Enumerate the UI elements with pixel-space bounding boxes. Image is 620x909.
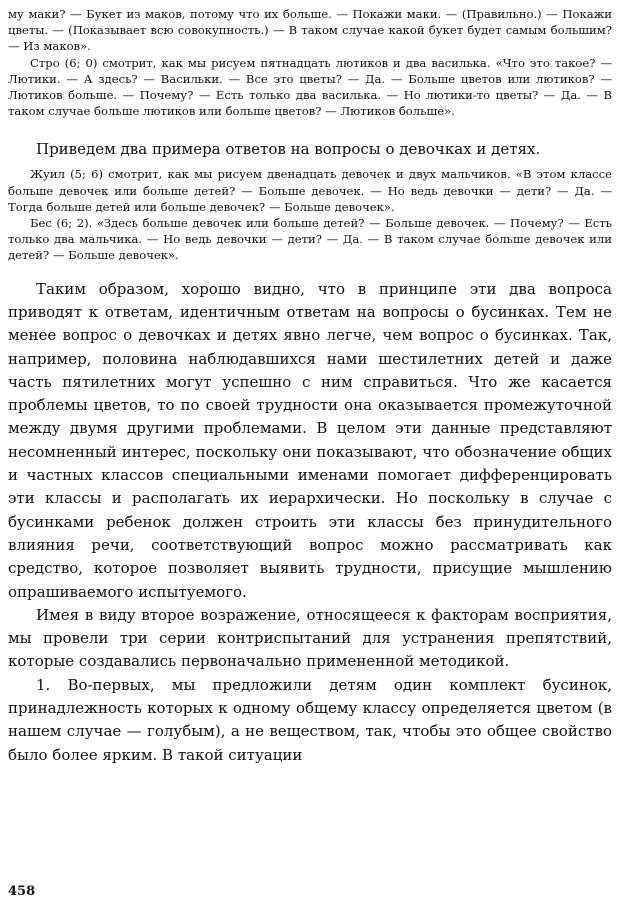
dialogue-continuation: му маки? — Букет из маков, потому что их больше. — Покажи маки. — (Правильно.) — Покажи цветы. — (Показывает всю совокупность.) — В таком случае какой букет будет самым большим? — Из маков». — [8, 7, 612, 54]
body-paragraph-first-test: 1. Во-первых, мы предложили детям один комплект бусинок, принадлежность которых к одному общему классу определяется цветом (в нашем случае — голубым), а не веществом, так, чтобы это общее свойство было более ярким. В такой ситуации — [8, 675, 612, 764]
dialogue-bes: Бес (6; 2). «Здесь больше девочек или больше детей? — Больше девочек. — Почему? — Есть только два мальчика. — Но ведь девочки — дети? — Да. — В таком случае больше девочек или детей? — Больше девочек». — [8, 216, 612, 263]
body-paragraph-conclusion: Таким образом, хорошо видно, что в принципе эти два вопроса приводят к ответам, идентичным ответам на вопросы о бусинках. Тем не менее вопрос о девочках и детях явно легче, чем вопрос о бусинках. Так, например, половина наблюдавшихся нами шестилетних детей и даже часть пятилетних могут успешно с ним справиться. Что же касается проблемы цветов, то по своей трудности она оказывается промежуточной между двумя другими проблемами. В целом эти данные представляют несомненный интерес, поскольку они показывают, что обозначение общих и частных классов специальными именами помогает дифференцировать эти классы и располагать их иерархически. Но поскольку в случае с бусинками ребенок должен строить эти классы без принудительного влияния речи, соответствующий вопрос можно рассматривать как средство, которое позволяет выявить трудности, присущие мышлению опрашиваемого испытуемого. — [8, 279, 612, 601]
page-number: 458 — [8, 884, 36, 899]
intro-girls-children: Приведем два примера ответов на вопросы о девочках и детях. — [36, 140, 541, 159]
dialogue-stro: Стро (6; 0) смотрит, как мы рисуем пятнадцать лютиков и два василька. «Что это такое? — Лютики. — А здесь? — Васильки. — Все это цветы? — Да. — Больше цветов или лютиков? — Лютиков больше. — Почему? — Есть только два василька. — Но лютики-то цветы? — Да. — В таком случае больше лютиков или больше цветов? — Лютиков больше». — [8, 55, 612, 119]
dialogue-zhuil: Жуил (5; 6) смотрит, как мы рисуем двенадцать девочек и двух мальчиков. «В этом классе больше девочек или больше детей? — Больше девочек. — Но ведь девочки — дети? — Да. — Тогда больше детей или больше девочек? — Больше девочек». — [8, 167, 612, 214]
body-paragraph-second-objection: Имея в виду второе возражение, относящееся к факторам восприятия, мы провели три серии контриспытаний для устранения препятствий, которые создавались первоначально примененной методикой. — [8, 605, 612, 671]
